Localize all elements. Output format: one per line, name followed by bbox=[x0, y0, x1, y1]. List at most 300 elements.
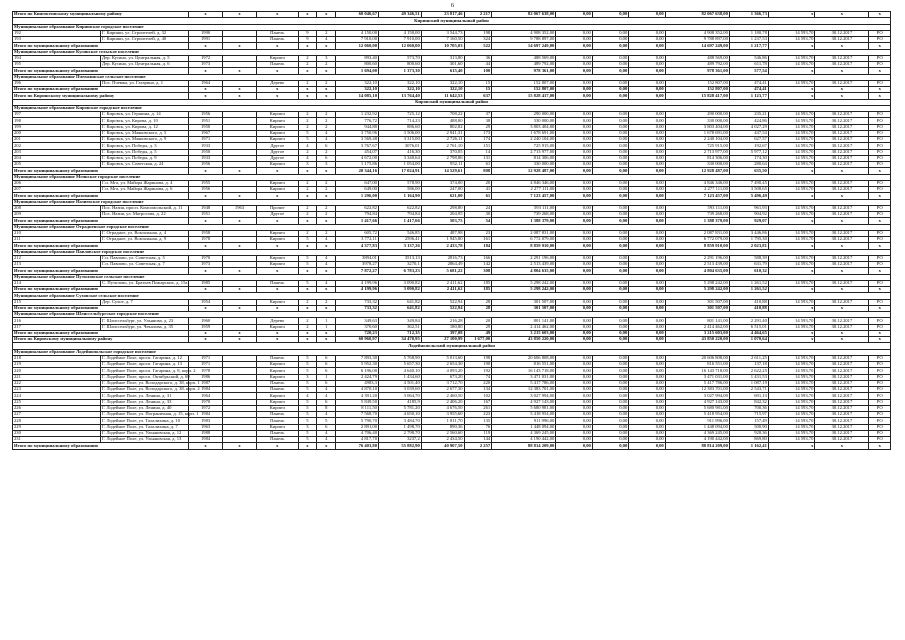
table-cell: 2 291 196,00 bbox=[492, 255, 556, 261]
table-cell: 11 642,53 bbox=[421, 93, 464, 99]
table-cell: x bbox=[257, 193, 299, 199]
table-cell: 0,00 bbox=[556, 112, 592, 118]
table-cell: 712,35 bbox=[378, 330, 421, 336]
table-cell: 3 137,26 bbox=[378, 243, 421, 249]
table-cell: 869,80 bbox=[729, 437, 768, 443]
table-cell: РО bbox=[869, 162, 891, 168]
address-cell: Г. Лодейное Поле, просп. Гагарина, д. 13 bbox=[101, 362, 189, 368]
table-cell: 0,00 bbox=[629, 218, 665, 224]
table-cell: 0,00 bbox=[556, 368, 592, 374]
table-cell: 0,00 bbox=[556, 318, 592, 324]
table-cell: 2 bbox=[317, 180, 336, 186]
table-cell: 17 024,91 bbox=[378, 168, 421, 174]
table-cell: 416,30 bbox=[378, 149, 421, 155]
address-cell: Г. Кировск, ул. Кирова, д. 12 bbox=[101, 124, 189, 130]
table-cell: 20 bbox=[464, 180, 492, 186]
table-cell: РО bbox=[869, 405, 891, 411]
row-number: 208 bbox=[13, 205, 101, 211]
table-cell: x bbox=[768, 287, 815, 293]
row-number: 210 bbox=[13, 230, 101, 236]
table-cell: x bbox=[768, 68, 815, 74]
table-cell: Кирпич bbox=[257, 362, 299, 368]
table-cell: 290 000,00 bbox=[665, 112, 729, 118]
address-cell: Дер. Кусино, ул. Центральная, д. 6 bbox=[101, 62, 189, 68]
table-cell: 631,79 bbox=[729, 262, 768, 268]
table-cell: 2 513 439,00 bbox=[665, 262, 729, 268]
table-cell: 4 bbox=[317, 387, 336, 393]
table-cell: 4 bbox=[298, 155, 317, 161]
table-cell: 2 bbox=[298, 118, 317, 124]
table-cell: Кирпич bbox=[257, 162, 299, 168]
table-cell: 0,00 bbox=[629, 68, 665, 74]
table-cell: 4 377,83 bbox=[336, 243, 379, 249]
table-cell: 2 bbox=[317, 124, 336, 130]
municipality-title: Муниципальное образование Лодейнопольское городское поселение bbox=[13, 349, 891, 355]
table-cell: x bbox=[257, 337, 299, 343]
table-cell: x bbox=[189, 305, 223, 311]
table-cell: 3 315,00 bbox=[378, 137, 421, 143]
table-cell: РО bbox=[869, 399, 891, 405]
table-cell: 14 593,70 bbox=[768, 430, 815, 436]
table-cell: 0,00 bbox=[556, 155, 592, 161]
address-cell: Г. Лодейное Поле, ул. Ульяновская, д. 13 bbox=[101, 437, 189, 443]
table-cell: x bbox=[257, 93, 299, 99]
table-cell: 1990 bbox=[189, 30, 223, 36]
table-cell: 167 bbox=[464, 399, 492, 405]
address-cell: Г. Лодейное Поле, просп. Октябрьский, д. 69 bbox=[102, 373, 190, 379]
table-cell: 5 bbox=[298, 280, 317, 286]
table-cell: РО bbox=[869, 205, 891, 211]
table-cell: x bbox=[257, 443, 299, 449]
table-cell: 0,00 bbox=[592, 305, 628, 311]
municipality-title: Муниципальное образование Суховское сельское поселение bbox=[13, 293, 891, 299]
table-cell: 34 470,95 bbox=[378, 337, 421, 343]
table-cell: 725 915,00 bbox=[492, 143, 556, 149]
table-cell: 0,00 bbox=[629, 424, 665, 430]
table-cell: 14 593,70 bbox=[768, 424, 815, 430]
address-cell: Пос. Назия, ул. Матросова, д. 22 bbox=[101, 212, 189, 218]
table-cell: x bbox=[768, 305, 815, 311]
table-cell: x bbox=[189, 87, 223, 93]
table-cell: 15 bbox=[464, 80, 492, 86]
table-cell: 1985 bbox=[189, 280, 223, 286]
table-cell: 322,10 bbox=[421, 87, 464, 93]
table-cell: 2 240 104,00 bbox=[665, 137, 729, 143]
table-cell: 313,80 bbox=[421, 55, 464, 61]
table-cell: 5 bbox=[298, 262, 317, 268]
table-cell: 14 593,70 bbox=[768, 299, 815, 305]
table-cell: x bbox=[869, 193, 891, 199]
table-cell: 0,00 bbox=[629, 130, 665, 136]
table-cell: 4185,9 bbox=[378, 399, 421, 405]
table-cell: 30.12.2017 bbox=[815, 437, 869, 443]
table-cell: 30.12.2017 bbox=[815, 418, 869, 424]
table-cell: Другое bbox=[257, 212, 299, 218]
table-cell: 5 768,90 bbox=[378, 355, 421, 361]
table-cell: 0,00 bbox=[556, 124, 592, 130]
table-cell: 0,00 bbox=[556, 80, 592, 86]
table-cell: 615,40 bbox=[421, 68, 464, 74]
table-cell: РО bbox=[869, 80, 891, 86]
table-cell: 3237,2 bbox=[378, 437, 421, 443]
table-cell: 2 406,20 bbox=[421, 399, 464, 405]
table-cell: РО bbox=[869, 130, 891, 136]
table-cell: 185 bbox=[464, 287, 492, 293]
table-cell: Кирпич bbox=[257, 112, 299, 118]
table-cell: 5 bbox=[298, 355, 317, 361]
row-number: 200 bbox=[13, 130, 101, 136]
table-cell: x bbox=[317, 443, 336, 449]
table-cell: РО bbox=[869, 430, 891, 436]
row-number: 214 bbox=[13, 280, 101, 286]
table-cell: 301 507,00 bbox=[492, 305, 556, 311]
table-cell: 410,88 bbox=[729, 305, 768, 311]
table-cell: РО bbox=[869, 124, 891, 130]
address-cell: Г. Кировск, ул. Победы, д. 9 bbox=[101, 155, 189, 161]
table-cell: 14 593,70 bbox=[768, 412, 815, 418]
table-cell: 5 bbox=[298, 255, 317, 261]
table-cell: 370,05 bbox=[421, 149, 464, 155]
table-cell: x bbox=[223, 305, 257, 311]
table-cell: 911 996,00 bbox=[665, 418, 729, 424]
table-cell: 952,11 bbox=[421, 162, 464, 168]
table-cell: 14 593,70 bbox=[768, 118, 815, 124]
table-cell: 0,00 bbox=[556, 280, 592, 286]
table-cell: 978 361,00 bbox=[492, 68, 556, 74]
table-cell: 12 928 487,00 bbox=[492, 168, 556, 174]
table-cell: 1 448 094,00 bbox=[665, 424, 729, 430]
table-row bbox=[13, 387, 891, 393]
table-cell: 30.12.2017 bbox=[815, 355, 869, 361]
table-cell: Кирпич bbox=[257, 55, 299, 61]
table-cell: 30.12.2017 bbox=[815, 118, 869, 124]
table-cell: 30.12.2017 bbox=[815, 237, 869, 243]
table-cell: 0,00 bbox=[556, 30, 592, 36]
table-cell: 173 bbox=[464, 130, 492, 136]
table-cell: 0,00 bbox=[556, 130, 592, 136]
table-cell: 0,00 bbox=[556, 437, 592, 443]
table-cell: x bbox=[869, 43, 891, 49]
address-cell: Г. Лодейное Поле, ул. Ленина, д. 40 bbox=[101, 405, 189, 411]
table-cell: x bbox=[298, 268, 317, 274]
table-cell: 4 846 346,00 bbox=[492, 180, 556, 186]
table-cell: x bbox=[317, 305, 336, 311]
table-cell: 14 593,70 bbox=[768, 255, 815, 261]
table-cell: 474,41 bbox=[729, 87, 768, 93]
table-cell: 0,00 bbox=[592, 374, 628, 380]
address-cell: Г. Кировск, ул. Кирова, д. 10 bbox=[101, 118, 189, 124]
table-cell: 301,60 bbox=[421, 62, 464, 68]
table-cell: 14 593,70 bbox=[768, 180, 815, 186]
table-cell: 88 814 209,00 bbox=[665, 443, 729, 449]
table-cell: 14 593,70 bbox=[768, 368, 815, 374]
table-cell: 2 bbox=[317, 112, 336, 118]
table-cell: 0,00 bbox=[629, 324, 665, 330]
table-cell: РО bbox=[869, 368, 891, 374]
table-cell: 152 807,00 bbox=[492, 80, 556, 86]
table-cell: 0,00 bbox=[556, 143, 592, 149]
table-cell: 30.12.2017 bbox=[815, 374, 869, 380]
table-cell: 216,28 bbox=[421, 318, 464, 324]
table-cell: РО bbox=[869, 230, 891, 236]
subtotal-label: Итого по муниципальному образованию bbox=[13, 168, 189, 174]
table-cell: 800,60 bbox=[336, 62, 379, 68]
table-cell: x bbox=[257, 268, 299, 274]
table-cell: 578,90 bbox=[378, 180, 421, 186]
table-cell: 16 143 718,00 bbox=[665, 368, 729, 374]
table-cell: 7 568,70 bbox=[336, 412, 379, 418]
table-cell: x bbox=[189, 193, 223, 199]
address-cell: Г.п. Павлово, ул. Советская, д. 5 bbox=[101, 255, 189, 261]
table-cell: 4 bbox=[317, 137, 336, 143]
table-cell: 0,00 bbox=[556, 68, 592, 74]
table-cell: 30.12.2017 bbox=[815, 255, 869, 261]
table-cell: 20 606 808,00 bbox=[492, 355, 556, 361]
table-cell: x bbox=[815, 87, 869, 93]
table-cell: 588,39 bbox=[729, 255, 768, 261]
table-cell: 3 bbox=[298, 424, 317, 430]
row-number: 205 bbox=[13, 162, 101, 168]
table-cell: Панель bbox=[257, 430, 299, 436]
table-cell: 5 977,12 bbox=[729, 149, 768, 155]
table-cell: 82 067 638,00 bbox=[492, 12, 556, 18]
table-cell: 1 434,60 bbox=[378, 374, 421, 380]
table-cell: 192 bbox=[464, 368, 492, 374]
table-cell: 2 543,71 bbox=[729, 387, 768, 393]
table-cell: 174,30 bbox=[729, 155, 768, 161]
table-cell: x bbox=[223, 268, 257, 274]
table-cell: 5 781,20 bbox=[378, 405, 421, 411]
table-cell: 14 085,10 bbox=[336, 93, 379, 99]
table-cell: 3076,01 bbox=[378, 143, 421, 149]
municipality-title: Муниципальное образование Мгинское городское поселение bbox=[13, 174, 891, 180]
table-cell: 2 411,62 bbox=[421, 280, 464, 286]
table-cell: 800,60 bbox=[378, 62, 421, 68]
address-cell: Г. Отрадное, ул. Вокзальная, д. 4 bbox=[101, 230, 189, 236]
row-number: 221 bbox=[13, 374, 101, 380]
table-cell: 30.12.2017 bbox=[815, 299, 869, 305]
table-cell: 488 569,00 bbox=[492, 55, 556, 61]
address-cell: Г. Отрадное, ул. Вокзальная, д. 9 bbox=[101, 237, 189, 243]
subtotal-label: Итого по муниципальному образованию bbox=[13, 268, 189, 274]
table-cell: 1 388 379,00 bbox=[492, 218, 556, 224]
table-row bbox=[13, 362, 891, 368]
table-cell: Кирпич bbox=[257, 399, 299, 405]
table-cell: 1 261,52 bbox=[729, 280, 768, 286]
table-cell: 1973 bbox=[189, 62, 223, 68]
table-cell: 5 298 242,00 bbox=[665, 287, 729, 293]
table-cell: 641,82 bbox=[378, 305, 421, 311]
table-cell: x bbox=[223, 443, 257, 449]
row-number: 226 bbox=[13, 405, 101, 411]
table-cell: 816 551,00 bbox=[492, 362, 556, 368]
table-cell: 4 027,29 bbox=[729, 124, 768, 130]
table-cell: 474,41 bbox=[729, 80, 768, 86]
table-cell: x bbox=[317, 243, 336, 249]
table-cell: 1956 bbox=[189, 187, 223, 193]
table-cell: x bbox=[257, 305, 299, 311]
table-cell: x bbox=[189, 443, 223, 449]
table-cell: 2 424,79 bbox=[336, 374, 379, 380]
table-cell: 3 569,48 bbox=[336, 137, 379, 143]
table-cell: РО bbox=[869, 437, 891, 443]
address-cell: Г. Лодейное Поле, ул. Талалихина, д. 10 bbox=[101, 418, 189, 424]
row-number: 215 bbox=[13, 299, 101, 305]
table-cell: 1 237,53 bbox=[729, 37, 768, 43]
table-cell: 4 706,40 bbox=[336, 430, 379, 436]
table-cell: 9 bbox=[298, 30, 317, 36]
table-cell: 2 bbox=[298, 112, 317, 118]
row-number: 198 bbox=[13, 118, 101, 124]
table-cell: 0,00 bbox=[556, 43, 592, 49]
table-cell: 1978 bbox=[189, 237, 223, 243]
table-cell: 5 bbox=[317, 418, 336, 424]
table-cell: Панель bbox=[257, 418, 299, 424]
table-cell: 0,00 bbox=[592, 443, 628, 449]
table-cell: 2 bbox=[317, 212, 336, 218]
table-cell: 28 bbox=[464, 299, 492, 305]
table-cell: x bbox=[189, 330, 223, 336]
table-cell: 0,00 bbox=[556, 355, 592, 361]
table-cell: x bbox=[869, 443, 891, 449]
table-cell: 247,00 bbox=[421, 187, 464, 193]
table-cell: 8 859 910,00 bbox=[665, 243, 729, 249]
table-cell: 0,00 bbox=[556, 287, 592, 293]
table-cell: 8 bbox=[317, 405, 336, 411]
row-number: 222 bbox=[13, 380, 101, 386]
table-cell: 0,00 bbox=[629, 180, 665, 186]
table-cell: 0,00 bbox=[556, 412, 592, 418]
table-row bbox=[13, 412, 891, 418]
table-cell: 1950 bbox=[189, 124, 223, 130]
table-cell: 0,00 bbox=[592, 299, 628, 305]
address-cell: Г. Лодейное Поле, ул. Ленина, д. 33 bbox=[101, 399, 189, 405]
municipality-title: Муниципальное образование Кировское городское поселение bbox=[13, 105, 891, 111]
table-cell: 30.12.2017 bbox=[815, 30, 869, 36]
table-cell: 330 000,00 bbox=[492, 162, 556, 168]
table-cell: x bbox=[298, 12, 317, 18]
row-number: 206 bbox=[13, 180, 101, 186]
table-cell: 14 593,70 bbox=[768, 187, 815, 193]
table-cell: 0,00 bbox=[592, 437, 628, 443]
table-cell: 573,70 bbox=[378, 55, 421, 61]
table-cell: 161 bbox=[464, 237, 492, 243]
table-cell: 0,00 bbox=[592, 243, 628, 249]
address-cell: Г. Лодейное Поле, ул. Талалихина, д. 7 bbox=[101, 424, 189, 430]
table-cell: 6 bbox=[317, 355, 336, 361]
table-cell: 30.12.2017 bbox=[815, 162, 869, 168]
row-number: 227 bbox=[13, 412, 101, 418]
table-cell: Кирпич bbox=[257, 124, 299, 130]
table-row bbox=[13, 212, 891, 218]
table-cell: 2 411,62 bbox=[421, 287, 464, 293]
table-cell: 54 bbox=[464, 218, 492, 224]
table-cell: 1 087,19 bbox=[729, 380, 768, 386]
row-number: 199 bbox=[13, 124, 101, 130]
table-cell: 37 bbox=[464, 112, 492, 118]
address-cell: Дер. Кусино, ул. Центральная, д. 5 bbox=[101, 55, 189, 61]
table-cell: 3 712,70 bbox=[421, 380, 464, 386]
table-cell: 6 bbox=[317, 155, 336, 161]
table-cell: Панель bbox=[257, 62, 299, 68]
table-cell: x bbox=[223, 87, 257, 93]
table-cell: 1 296,00 bbox=[336, 193, 379, 199]
table-row bbox=[13, 112, 891, 118]
table-cell: 0,00 bbox=[556, 168, 592, 174]
table-cell: 88 814 209,00 bbox=[492, 443, 556, 449]
table-cell: 610,32 bbox=[729, 268, 768, 274]
table-cell: 2 bbox=[298, 205, 317, 211]
table-cell: 5 013,60 bbox=[421, 355, 464, 361]
table-cell: 816 551,00 bbox=[665, 362, 729, 368]
table-cell: 4 369 245,00 bbox=[492, 430, 556, 436]
table-cell: 30.12.2017 bbox=[815, 424, 869, 430]
table-cell: 40 907,50 bbox=[421, 443, 464, 449]
table-cell: 0,00 bbox=[592, 130, 628, 136]
table-cell: 13 764,40 bbox=[378, 93, 421, 99]
table-cell: Панель bbox=[257, 280, 299, 286]
table-cell: 487,98 bbox=[421, 230, 464, 236]
table-cell: Панель bbox=[257, 37, 299, 43]
table-cell: 0,00 bbox=[592, 187, 628, 193]
table-cell: 1 366,73 bbox=[729, 12, 768, 18]
table-cell: 1956 bbox=[189, 112, 223, 118]
table-cell: 0,00 bbox=[556, 230, 592, 236]
table-cell: Другое bbox=[257, 143, 299, 149]
table-cell: 814 306,00 bbox=[492, 155, 556, 161]
table-cell: 522,94 bbox=[421, 299, 464, 305]
row-number: 224 bbox=[13, 393, 101, 399]
table-cell: РО bbox=[869, 324, 891, 330]
table-cell: 1 164,90 bbox=[378, 193, 421, 199]
table-cell: 30.12.2017 bbox=[815, 212, 869, 218]
table-cell: 1963 bbox=[189, 424, 223, 430]
table-cell: 2 bbox=[317, 30, 336, 36]
table-cell: 5 496,49 bbox=[729, 193, 768, 199]
table-cell: 49 346,51 bbox=[378, 12, 421, 18]
table-cell: 3 750,96 bbox=[336, 130, 379, 136]
table-cell: 2 433,78 bbox=[421, 243, 464, 249]
table-cell: 1 123,77 bbox=[729, 93, 768, 99]
table-cell: 593 111,00 bbox=[665, 205, 729, 211]
table-cell: 14 593,70 bbox=[768, 324, 815, 330]
table-cell: 20 606 808,00 bbox=[665, 355, 729, 361]
table-cell: x bbox=[815, 287, 869, 293]
table-cell: 0,00 bbox=[592, 280, 628, 286]
table-cell: 14 593,70 bbox=[768, 130, 815, 136]
table-cell: 151 bbox=[464, 143, 492, 149]
table-cell: 1 232,92 bbox=[336, 112, 379, 118]
table-cell: 1 417,66 bbox=[378, 218, 421, 224]
table-cell: 14 593,70 bbox=[768, 262, 815, 268]
table-cell: 174 bbox=[464, 137, 492, 143]
table-cell: 637 bbox=[464, 93, 492, 99]
table-cell: 5 680 981,00 bbox=[665, 405, 729, 411]
table-cell: 0,00 bbox=[556, 330, 592, 336]
table-cell: x bbox=[298, 93, 317, 99]
table-cell: 720,23 bbox=[336, 330, 379, 336]
table-cell: 1 448 094,00 bbox=[492, 424, 556, 430]
table-cell: 0,00 bbox=[629, 12, 665, 18]
table-cell: 4 908 352,00 bbox=[492, 30, 556, 36]
table-cell: 0,00 bbox=[629, 187, 665, 193]
table-cell: 0,00 bbox=[592, 30, 628, 36]
table-cell: x bbox=[298, 330, 317, 336]
table-cell: 700,36 bbox=[729, 405, 768, 411]
table-cell: 220 bbox=[464, 380, 492, 386]
table-cell: 0,00 bbox=[592, 355, 628, 361]
table-cell: РО bbox=[869, 55, 891, 61]
